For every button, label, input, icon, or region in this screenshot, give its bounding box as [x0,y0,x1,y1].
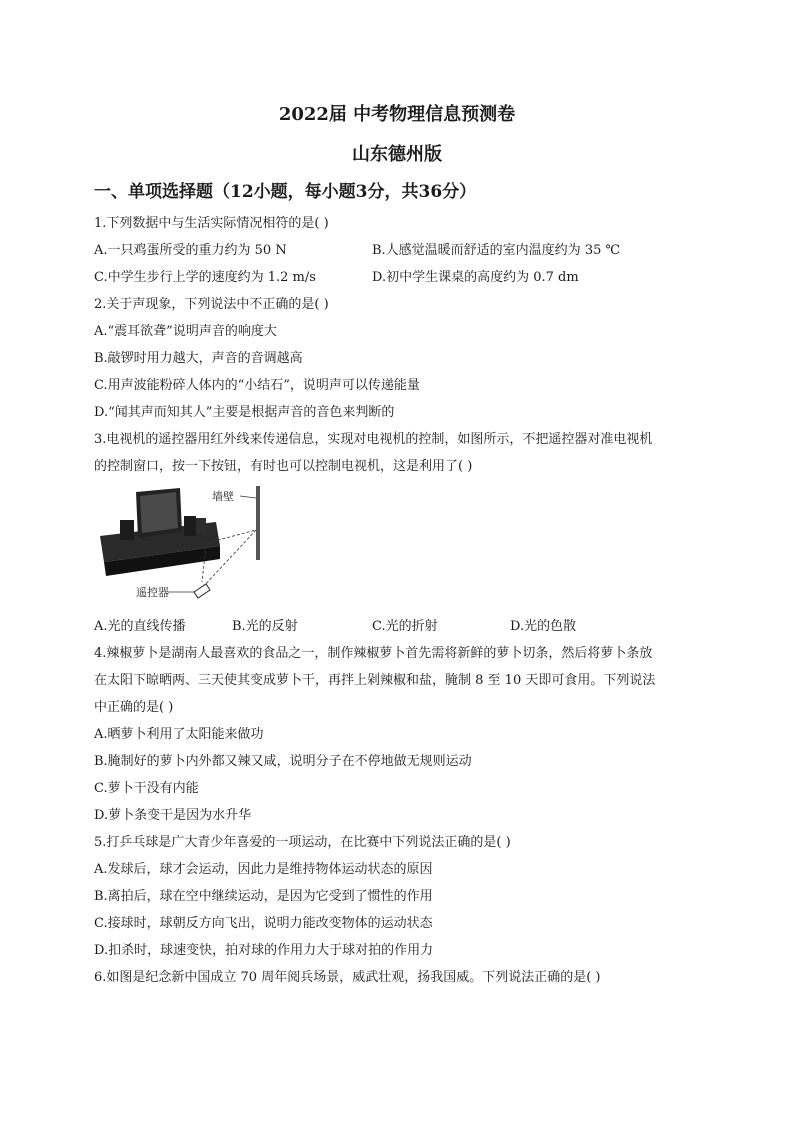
right-speaker-small [196,518,206,534]
question-1-option-b: B.人感觉温暖而舒适的室内温度约为 35 ℃ [372,243,621,258]
remote-label: 遥控器 [136,586,169,599]
question-1-option-a: A.一只鸡蛋所受的重力约为 50 N [94,243,287,258]
wall [256,486,260,560]
question-4-stem-line3: 中正确的是( ) [94,700,174,715]
question-4-option-c: C.萝卜干没有内能 [94,781,199,796]
question-5-stem: 5.打乒乓球是广大青少年喜爱的一项运动，在比赛中下列说法正确的是( ) [94,835,511,850]
question-4-option-a: A.晒萝卜利用了太阳能来做功 [94,727,264,742]
page-title: 2022届 中考物理信息预测卷 [278,104,516,125]
remote-control [194,584,210,598]
question-2-option-a: A.“震耳欲聋”说明声音的响度大 [94,324,277,339]
question-4-stem-line1: 4.辣椒萝卜是湖南人最喜欢的食品之一，制作辣椒萝卜首先需将新鲜的萝卜切条，然后将萝卜条放 [94,646,653,661]
tv-screen-inner [140,492,178,533]
question-3-stem-line1: 3.电视机的遥控器用红外线来传递信息，实现对电视机的控制，如图所示，不把遥控器对准电视机 [94,432,653,447]
right-speaker [184,516,196,536]
question-6-stem: 6.如图是纪念新中国成立 70 周年阅兵场景，威武壮观，扬我国威。下列说法正确的是( ) [94,970,601,985]
question-1-option-c: C.中学生步行上学的速度约为 1.2 m/s [94,270,316,285]
question-5-option-a: A.发球后，球才会运动，因此力是维持物体运动状态的原因 [94,862,433,877]
question-1-option-d: D.初中学生课桌的高度约为 0.7 dm [372,270,579,285]
question-5-option-b: B.离拍后，球在空中继续运动，是因为它受到了惯性的作用 [94,889,433,904]
question-2-stem: 2.关于声现象，下列说法中不正确的是( ) [94,297,329,312]
question-3-option-d: D.光的色散 [510,619,577,634]
question-2-option-d: D.“闻其声而知其人”主要是根据声音的音色来判断的 [94,405,395,420]
question-1-stem: 1.下列数据中与生活实际情况相符的是( ) [94,216,329,231]
question-4-option-d: D.萝卜条变干是因为水升华 [94,808,252,823]
wall-label: 墙壁 [212,490,234,503]
question-2-option-b: B.敲锣时用力越大，声音的音调越高 [94,351,303,366]
page-subtitle: 山东德州版 [352,144,442,165]
question-3-option-a: A.光的直线传播 [94,619,186,634]
left-speaker [120,520,134,540]
question-3-option-c: C.光的折射 [372,619,438,634]
question-2-option-c: C.用声波能粉碎人体内的“小结石”，说明声可以传递能量 [94,378,420,393]
wall-label-leader [240,496,256,498]
question-5-option-c: C.接球时，球朝反方向飞出，说明力能改变物体的运动状态 [94,916,433,931]
question-5-option-d: D.扣杀时，球速变快，拍对球的作用力大于球对拍的作用力 [94,943,434,958]
question-4-option-b: B.腌制好的萝卜内外都又辣又咸，说明分子在不停地做无规则运动 [94,754,472,769]
question-4-stem-line2: 在太阳下晾晒两、三天使其变成萝卜干，再拌上剁辣椒和盐，腌制 8 至 10 天即可食用。下列说法 [94,673,656,688]
section-heading: 一、单项选择题（12小题，每小题3分，共36分） [94,182,477,202]
question-3-option-b: B.光的反射 [232,619,298,634]
tv-remote-figure [98,484,288,604]
question-3-stem-line2: 的控制窗口，按一下按钮，有时也可以控制电视机，这是利用了( ) [94,459,473,474]
